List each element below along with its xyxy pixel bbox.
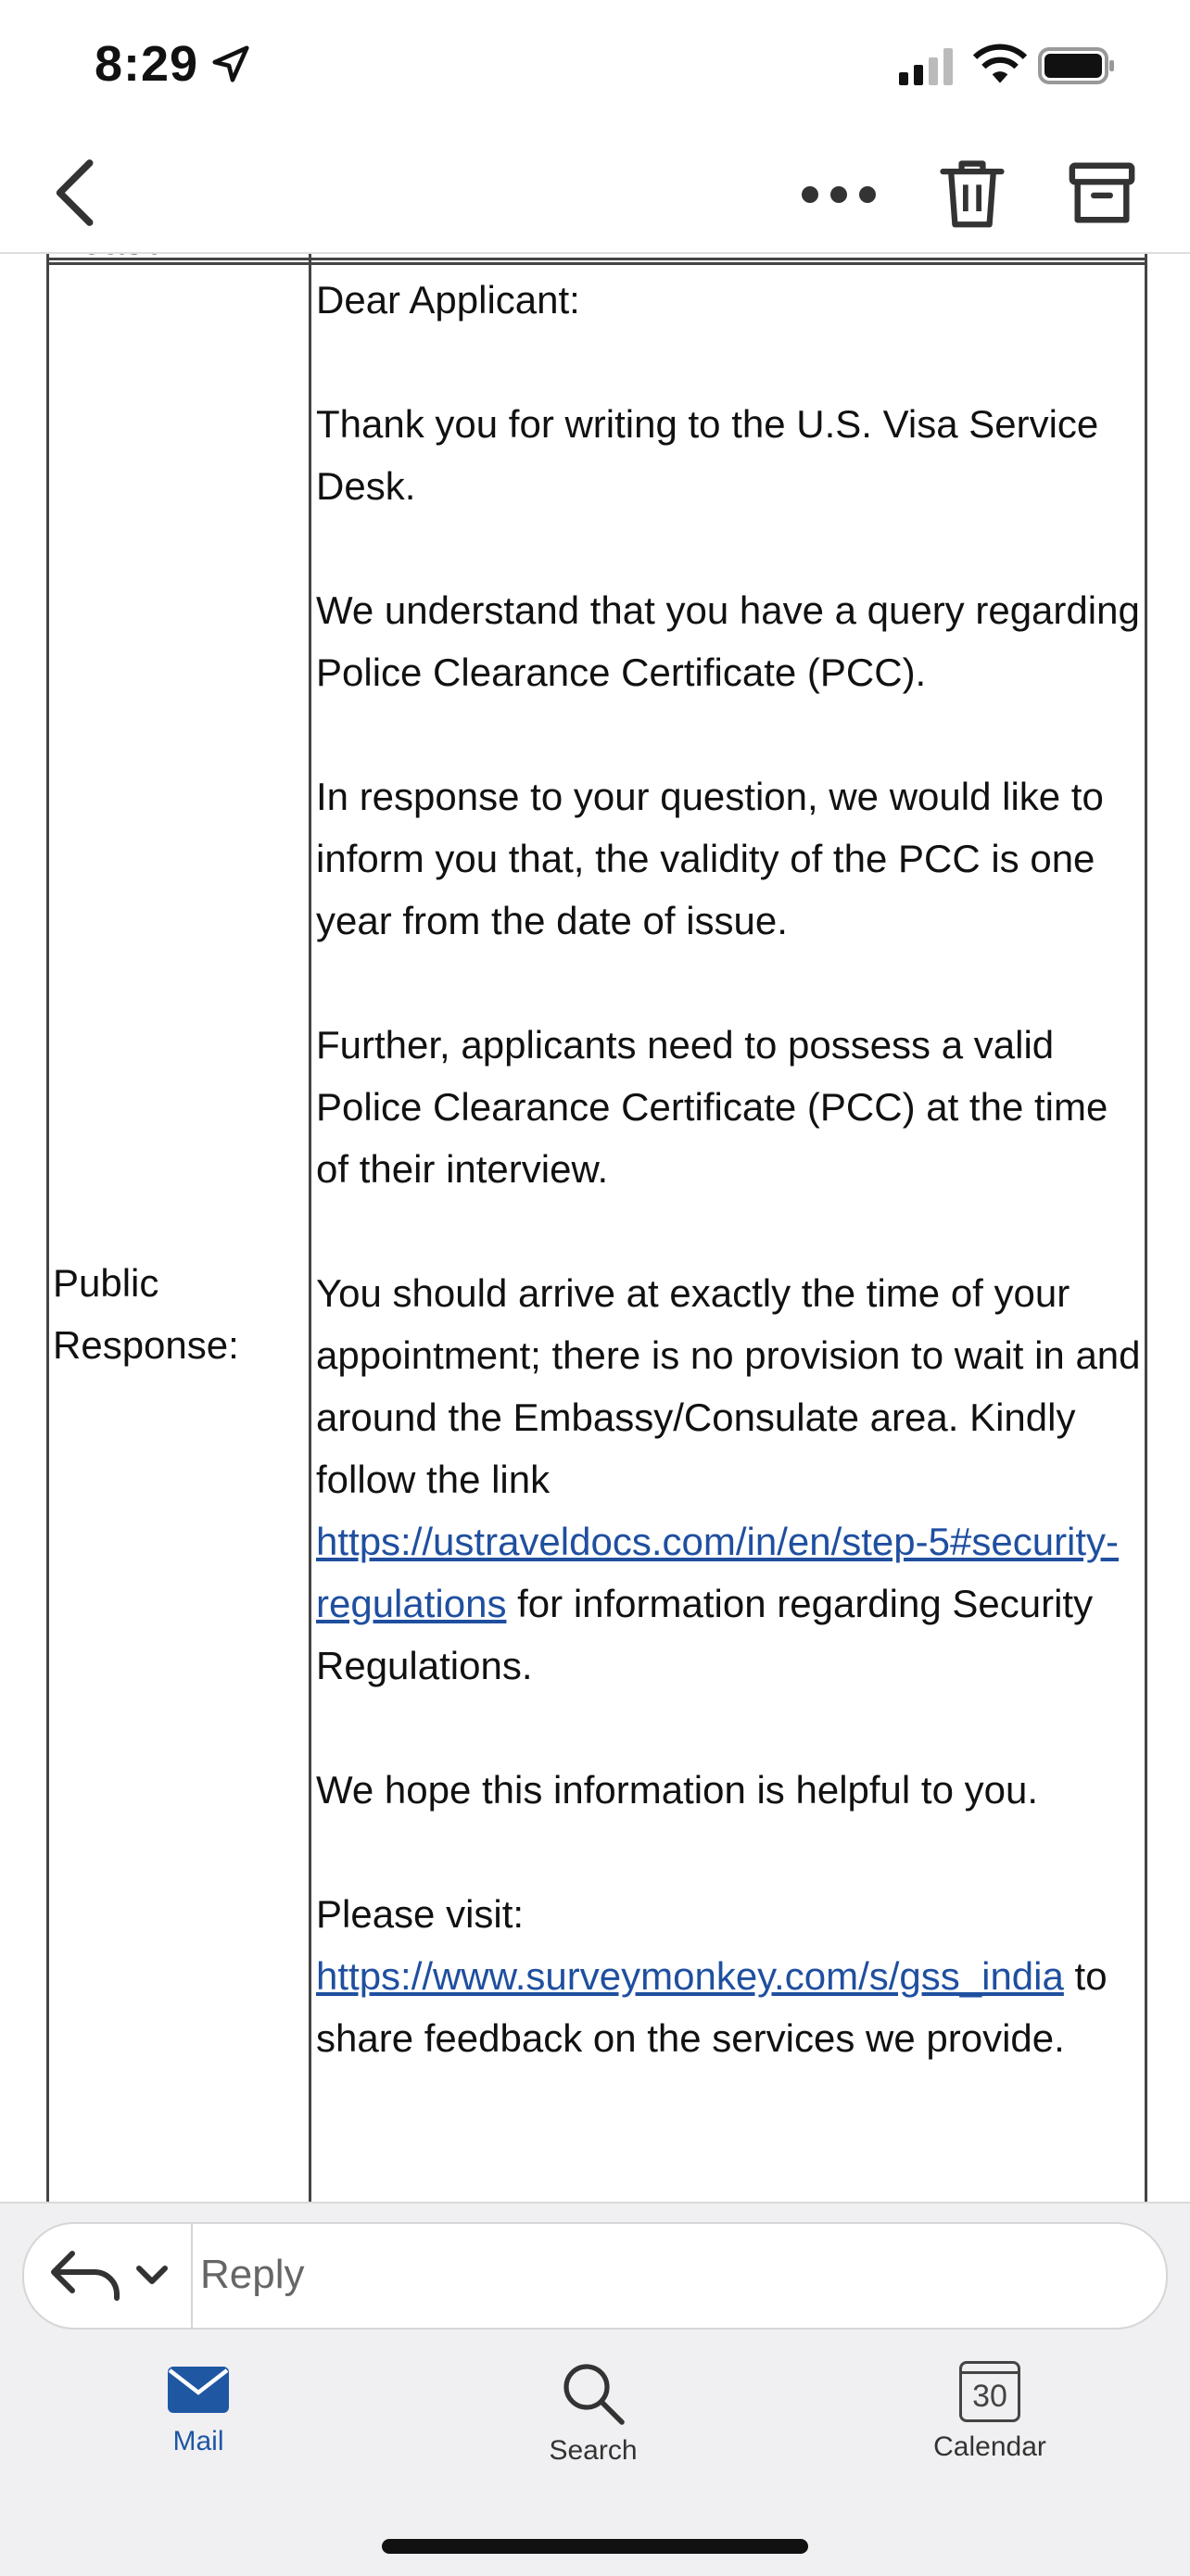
table-row-divider [49, 258, 1145, 265]
reply-bar[interactable] [22, 2222, 1168, 2330]
status-time: 8:29 [95, 36, 199, 92]
reply-input[interactable]: Reply [200, 2252, 305, 2297]
reply-divider [191, 2224, 193, 2328]
wifi-icon [973, 46, 1027, 85]
status-bar [0, 0, 1190, 130]
reply-options-icon[interactable] [46, 2239, 176, 2313]
feedback-text: Please visit: [316, 1892, 525, 1936]
tab-mail-label: Mail [172, 2426, 224, 2456]
cellular-signal-icon [899, 48, 958, 85]
archive-icon[interactable] [1066, 158, 1138, 228]
search-icon [561, 2361, 626, 2426]
arrival-text-end: for information regarding Security Regulations. [316, 1582, 1094, 1687]
tab-calendar[interactable] [879, 2361, 1101, 2491]
arrival-text: You should arrive at exactly the time of your appointment; there is no provision to wait in and around the Embassy/Consulate area. Kindly follow the link [316, 1271, 1141, 1501]
tab-search-label: Search [549, 2435, 638, 2466]
paragraph-thanks: Thank you for writing to the U.S. Visa Service Desk. [316, 402, 1099, 508]
paragraph-hope: We hope this information is helpful to you. [316, 1768, 1038, 1812]
feedback-text-end: to share feedback on the services we provide. [316, 1954, 1108, 2060]
security-regulations-link[interactable]: https://ustraveldocs.com/in/en/step-5#security-regulations [316, 1520, 1120, 1625]
paragraph-greeting: Dear Applicant: [316, 278, 580, 322]
tab-mail[interactable] [87, 2361, 310, 2491]
response-table [46, 224, 1147, 2355]
mail-icon [166, 2361, 231, 2417]
bottom-panel [0, 2202, 1190, 2576]
table-column-divider [309, 224, 311, 2355]
trash-icon[interactable] [936, 156, 1008, 230]
tab-calendar-label: Calendar [933, 2431, 1046, 2462]
email-body [0, 252, 1190, 2202]
paragraph-requirement: Further, applicants need to possess a valid Police Clearance Certificate (PCC) at the time of their interview. [316, 1023, 1108, 1191]
message-toolbar [0, 130, 1190, 254]
public-response-text [316, 269, 1141, 2131]
tab-search[interactable] [482, 2361, 704, 2491]
paragraph-arrival [316, 1262, 1141, 1697]
survey-link[interactable]: https://www.surveymonkey.com/s/gss_india [316, 1954, 1064, 1998]
public-response-label: Public Response: [53, 1261, 239, 1367]
more-options-icon[interactable] [797, 176, 880, 213]
home-indicator [382, 2539, 808, 2554]
calendar-day: 30 [972, 2379, 1007, 2414]
location-arrow-icon [209, 43, 252, 85]
calendar-icon [959, 2361, 1020, 2422]
back-chevron-icon[interactable] [46, 158, 111, 228]
paragraph-query: We understand that you have a query regarding Police Clearance Certificate (PCC). [316, 588, 1140, 694]
paragraph-validity: In response to your question, we would like to inform you that, the validity of the PCC is one year from the date of issue. [316, 775, 1104, 942]
battery-icon [1038, 46, 1116, 85]
paragraph-feedback [316, 1883, 1141, 2069]
